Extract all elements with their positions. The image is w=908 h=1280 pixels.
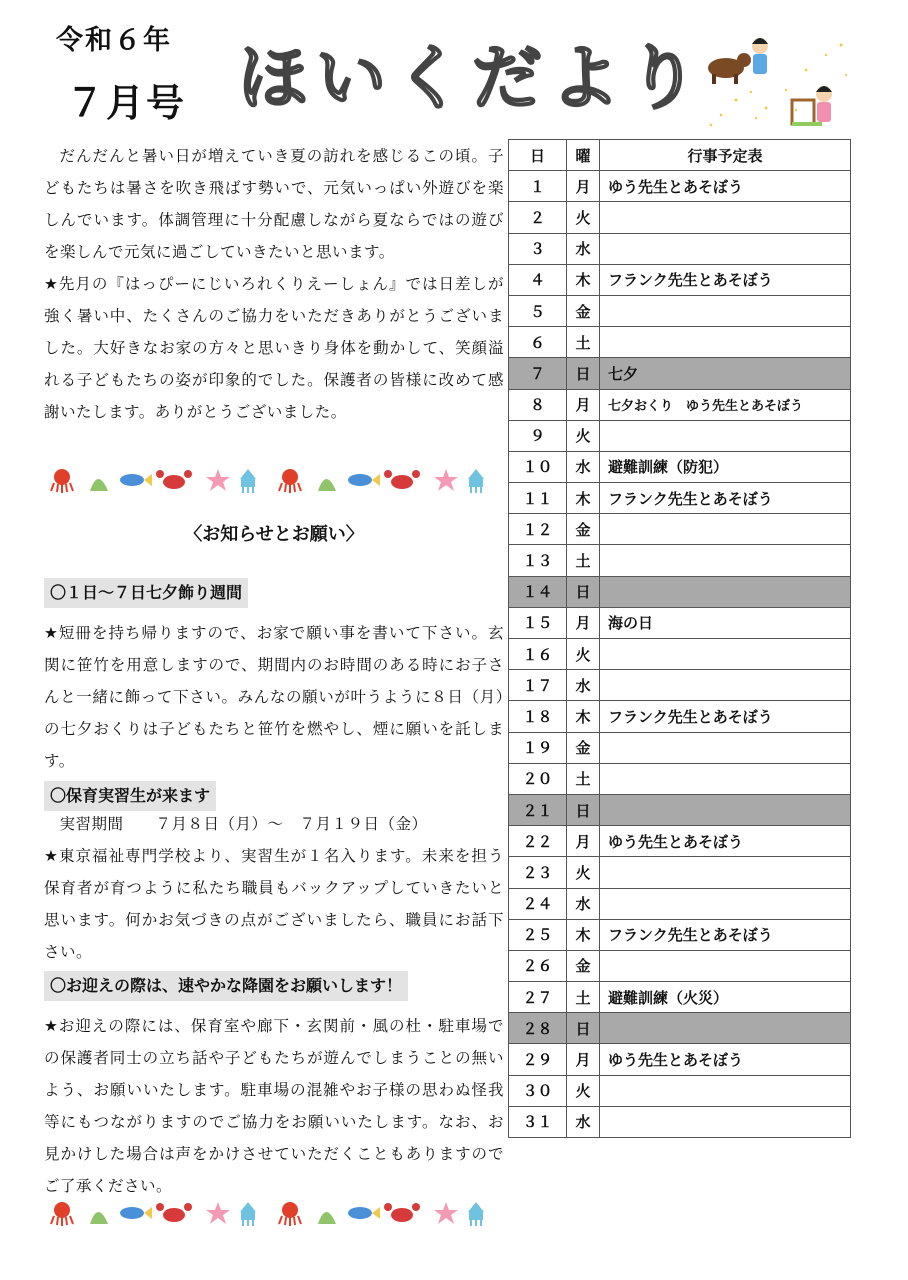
shell-icon xyxy=(90,479,108,491)
cell-weekday: 火 xyxy=(567,639,600,670)
header-event: 行事予定表 xyxy=(600,140,851,171)
cell-weekday: 土 xyxy=(567,327,600,358)
cell-weekday: 月 xyxy=(567,607,600,638)
cell-weekday: 土 xyxy=(567,763,600,794)
cell-event: 七夕おくり ゆう先生とあそぼう xyxy=(600,389,851,420)
octopus-icon xyxy=(51,1202,73,1226)
pickup-heading: 〇お迎えの際は、速やかな降園をお願いします！ xyxy=(44,971,408,1001)
table-row xyxy=(509,514,851,545)
cell-event xyxy=(600,732,851,763)
table-row xyxy=(509,670,851,701)
cell-day: １４ xyxy=(509,576,567,607)
cell-weekday: 水 xyxy=(567,888,600,919)
trainee-body xyxy=(44,808,504,968)
cell-day: ２１ xyxy=(509,794,567,825)
cell-day: ２３ xyxy=(509,857,567,888)
cell-day: ２ xyxy=(509,202,567,233)
cell-event xyxy=(600,794,851,825)
header-day: 日 xyxy=(509,140,567,171)
table-row xyxy=(509,794,851,825)
cell-event xyxy=(600,857,851,888)
cell-weekday: 水 xyxy=(567,233,600,264)
table-row xyxy=(509,763,851,794)
table-row xyxy=(509,607,851,638)
cell-event xyxy=(600,763,851,794)
cell-weekday: 金 xyxy=(567,950,600,981)
cell-weekday: 木 xyxy=(567,483,600,514)
table-row xyxy=(509,1044,851,1075)
cell-day: １７ xyxy=(509,670,567,701)
table-row xyxy=(509,451,851,482)
cell-weekday: 火 xyxy=(567,1075,600,1106)
cell-day: １ xyxy=(509,171,567,202)
cell-weekday: 火 xyxy=(567,202,600,233)
cell-day: ２６ xyxy=(509,950,567,981)
cell-event: 七夕 xyxy=(600,358,851,389)
cell-weekday: 日 xyxy=(567,1013,600,1044)
sea-creatures-divider-bottom xyxy=(48,1198,504,1228)
cell-day: ４ xyxy=(509,264,567,295)
issue-label: ７月号 xyxy=(66,81,187,125)
cell-event: フランク先生とあそぼう xyxy=(600,919,851,950)
starfish-icon xyxy=(206,469,230,491)
cell-day: １２ xyxy=(509,514,567,545)
starfish-icon xyxy=(206,1202,230,1224)
sea-creatures-divider xyxy=(48,465,504,495)
cell-weekday: 金 xyxy=(567,295,600,326)
cell-day: １３ xyxy=(509,545,567,576)
cell-event xyxy=(600,202,851,233)
tanabata-week-body xyxy=(44,617,504,777)
cell-day: ５ xyxy=(509,295,567,326)
table-row xyxy=(509,826,851,857)
cell-event xyxy=(600,514,851,545)
cell-day: １６ xyxy=(509,639,567,670)
cell-event: フランク先生とあそぼう xyxy=(600,701,851,732)
thanks-paragraph: ★先月の『はっぴーにじいろれくりえーしょん』では日差しが強く暑い中、たくさんのご協力をいただきありがとうございました。大好きなお家の方々と思いきり身体を動かして、笑顔溢れる子どもたちの姿が印象的でした。保護者の皆様に改めて感謝いたします。ありがとうございました。 xyxy=(44,275,504,421)
cell-weekday: 日 xyxy=(567,794,600,825)
cell-day: ３１ xyxy=(509,1106,567,1137)
cell-event xyxy=(600,670,851,701)
table-row xyxy=(509,483,851,514)
cell-event: ゆう先生とあそぼう xyxy=(600,171,851,202)
table-row xyxy=(509,701,851,732)
squid-icon xyxy=(240,469,256,493)
table-row xyxy=(509,639,851,670)
table-row xyxy=(509,1075,851,1106)
cell-event: フランク先生とあそぼう xyxy=(600,264,851,295)
tanabata-week-heading: 〇１日～７日七夕飾り週間 xyxy=(44,578,248,608)
cell-day: ２５ xyxy=(509,919,567,950)
notices-title: 〈お知らせとお願い〉 xyxy=(184,524,364,545)
cell-event xyxy=(600,233,851,264)
cell-event: ゆう先生とあそぼう xyxy=(600,1044,851,1075)
cell-weekday: 火 xyxy=(567,420,600,451)
cell-day: ９ xyxy=(509,420,567,451)
cell-day: ２８ xyxy=(509,1013,567,1044)
cell-event xyxy=(600,327,851,358)
trainee-heading: 〇保育実習生が来ます xyxy=(44,781,216,811)
intro-section xyxy=(44,140,504,428)
cell-event xyxy=(600,1013,851,1044)
cell-day: ８ xyxy=(509,389,567,420)
table-row xyxy=(509,202,851,233)
squid-icon xyxy=(240,1202,256,1226)
header-weekday: 曜 xyxy=(567,140,600,171)
cell-day: ２０ xyxy=(509,763,567,794)
pickup-text: ★お迎えの際には、保育室や廊下・玄関前・風の杜・駐車場での保護者同士の立ち話や子どもたちが遊んでしまうことの無いよう、お願いいたします。駐車場の混雑やお子様の思わぬ怪我等にもつながりますのでご協力をお願いいたします。なお、お見かけした場合は声をかけさせていただくこともありますのでご了承ください。 xyxy=(44,1017,504,1195)
cell-weekday: 火 xyxy=(567,857,600,888)
table-row xyxy=(509,233,851,264)
fish-icon xyxy=(120,474,152,486)
cell-event xyxy=(600,888,851,919)
cell-day: ３ xyxy=(509,233,567,264)
cell-event xyxy=(600,420,851,451)
cell-event: ゆう先生とあそぼう xyxy=(600,826,851,857)
cell-day: ２４ xyxy=(509,888,567,919)
cell-weekday: 月 xyxy=(567,1044,600,1075)
era-label: 令和６年 xyxy=(56,25,172,56)
cell-weekday: 木 xyxy=(567,701,600,732)
cell-weekday: 水 xyxy=(567,1106,600,1137)
table-row xyxy=(509,732,851,763)
cell-weekday: 土 xyxy=(567,545,600,576)
table-row xyxy=(509,950,851,981)
table-row xyxy=(509,888,851,919)
cell-weekday: 月 xyxy=(567,826,600,857)
cell-event: 避難訓練（火災） xyxy=(600,982,851,1013)
cell-day: １９ xyxy=(509,732,567,763)
cell-day: ２９ xyxy=(509,1044,567,1075)
table-row xyxy=(509,1013,851,1044)
shell-icon xyxy=(90,1212,108,1224)
cell-weekday: 日 xyxy=(567,576,600,607)
cell-day: １１ xyxy=(509,483,567,514)
cell-event: フランク先生とあそぼう xyxy=(600,483,851,514)
cell-event xyxy=(600,950,851,981)
table-row xyxy=(509,389,851,420)
table-row xyxy=(509,264,851,295)
event-schedule-table xyxy=(508,139,851,1138)
cell-weekday: 月 xyxy=(567,171,600,202)
table-row xyxy=(509,171,851,202)
table-row xyxy=(509,358,851,389)
cell-weekday: 水 xyxy=(567,451,600,482)
intro-paragraph: だんだんと暑い日が増えていき夏の訪れを感じるこの頃。子どもたちは暑さを吹き飛ばす勢いで、元気いっぱい外遊びを楽しんでいます。体調管理に十分配慮しながら夏ならではの遊びを楽しんで元気に過ごしていきたいと思います。 xyxy=(44,147,504,261)
cell-event xyxy=(600,295,851,326)
octopus-icon xyxy=(51,469,73,493)
cell-day: ６ xyxy=(509,327,567,358)
cell-weekday: 日 xyxy=(567,358,600,389)
cell-day: １８ xyxy=(509,701,567,732)
cell-weekday: 木 xyxy=(567,264,600,295)
cell-day: ２７ xyxy=(509,982,567,1013)
table-row xyxy=(509,576,851,607)
cell-weekday: 木 xyxy=(567,919,600,950)
tanabata-illustration-icon xyxy=(696,30,856,130)
cell-event xyxy=(600,1106,851,1137)
table-row xyxy=(509,982,851,1013)
table-row xyxy=(509,1106,851,1137)
table-row xyxy=(509,545,851,576)
pickup-body xyxy=(44,1010,504,1202)
table-row xyxy=(509,295,851,326)
table-row xyxy=(509,420,851,451)
table-row xyxy=(509,327,851,358)
cell-day: １０ xyxy=(509,451,567,482)
cell-day: ７ xyxy=(509,358,567,389)
cell-weekday: 金 xyxy=(567,514,600,545)
table-header-row xyxy=(509,140,851,171)
cell-weekday: 金 xyxy=(567,732,600,763)
crab-icon xyxy=(156,470,192,489)
cell-weekday: 土 xyxy=(567,982,600,1013)
cell-weekday: 月 xyxy=(567,389,600,420)
crab-icon xyxy=(156,1203,192,1222)
trainee-period: 実習期間 ７月８日（月）～ ７月１９日（金） xyxy=(59,815,428,833)
table-row xyxy=(509,857,851,888)
tanabata-week-text: ★短冊を持ち帰りますので、お家で願い事を書いて下さい。玄関に笹竹を用意しますので、期間内のお時間のある時にお子さんと一緒に飾って下さい。みんなの願いが叶うように８日（月）の七夕おくりは子どもたちと笹竹を燃やし、煙に願いを託します。 xyxy=(44,624,504,770)
cell-day: ３０ xyxy=(509,1075,567,1106)
table-row xyxy=(509,919,851,950)
newsletter-title: ほいくだより xyxy=(238,37,706,119)
cell-weekday: 水 xyxy=(567,670,600,701)
cell-event xyxy=(600,1075,851,1106)
cell-event xyxy=(600,576,851,607)
trainee-text: ★東京福祉専門学校より、実習生が１名入ります。未来を担う保育者が育つように私たち職員もバックアップしていきたいと思います。何かお気づきの点がございましたら、職員にお話下さい。 xyxy=(44,847,504,961)
cell-event xyxy=(600,545,851,576)
cell-event: 避難訓練（防犯） xyxy=(600,451,851,482)
cell-day: ２２ xyxy=(509,826,567,857)
cell-event: 海の日 xyxy=(600,607,851,638)
cell-event xyxy=(600,639,851,670)
cell-day: １５ xyxy=(509,607,567,638)
fish-icon xyxy=(120,1207,152,1219)
